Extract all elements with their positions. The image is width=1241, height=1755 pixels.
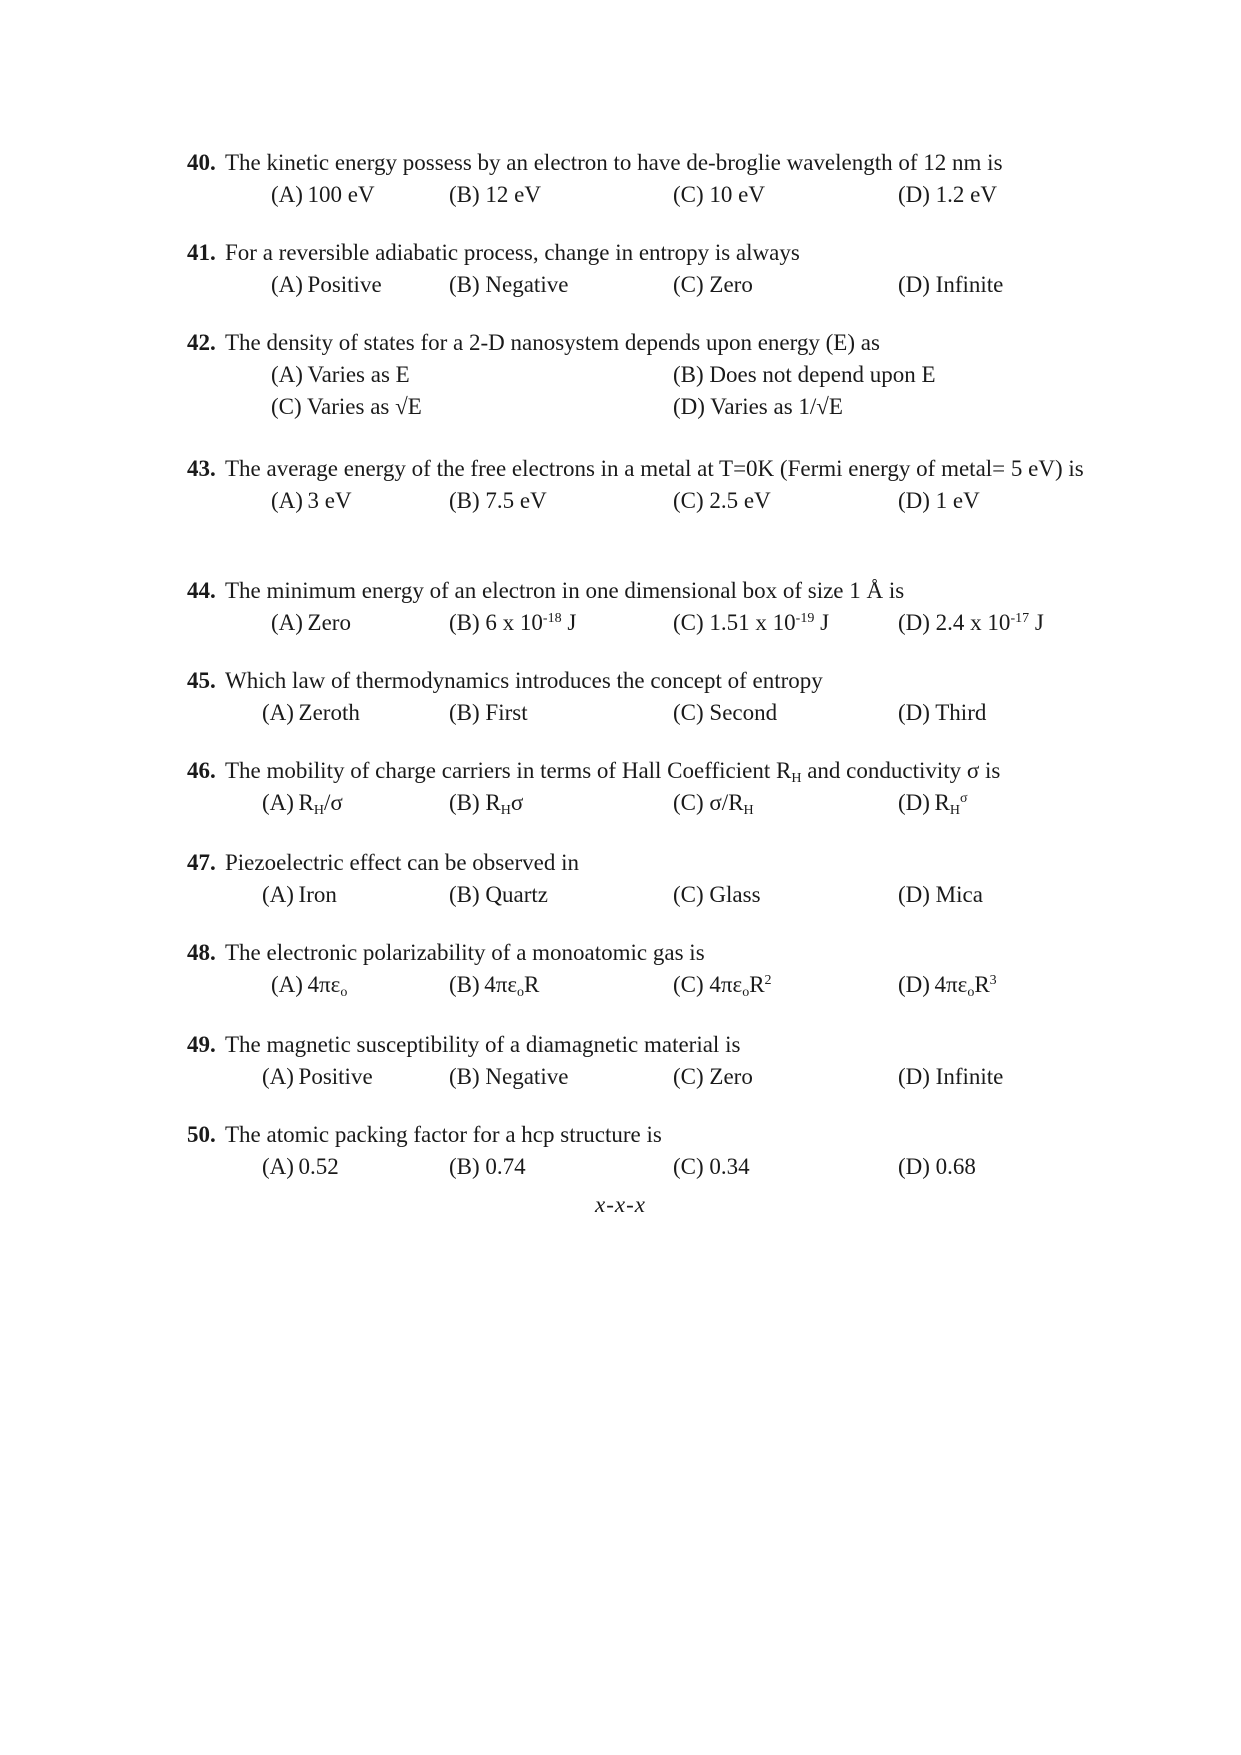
option-d: (D) Mica — [898, 882, 983, 907]
option-b: (B) First — [449, 700, 528, 725]
option-a: (A) Iron — [262, 882, 337, 907]
option-c: (C) Glass — [673, 882, 761, 907]
option-b: (B) 0.74 — [449, 1154, 526, 1179]
option-d: (D) 1 eV — [898, 488, 980, 513]
question-text: Piezoelectric effect can be observed in — [225, 850, 579, 875]
option-b: (B) $4\pi\varepsilon_oR$ — [449, 972, 540, 1000]
question-48 — [187, 937, 1092, 1001]
question-46 — [187, 755, 1092, 819]
question-text: The minimum energy of an electron in one dimensional box of size 1 Å is — [225, 578, 905, 603]
option-d: (D) $4\pi\varepsilon_oR^3$ — [898, 972, 997, 1000]
option-b: (B) $R_H\sigma$ — [449, 790, 524, 818]
option-a: (A) $4\pi\varepsilon_o$ — [271, 972, 348, 1000]
option-a: (A) 0.52 — [262, 1154, 339, 1179]
option-b: (B) 6 x $10^{-18}$ J — [449, 610, 577, 635]
option-a: (A) $R_H/\sigma$ — [262, 790, 343, 818]
option-b: (B) Does not depend upon E — [673, 362, 936, 387]
question-number: 50. — [187, 1122, 216, 1147]
question-43 — [187, 453, 1092, 517]
option-c: (C) $\sigma/R_H$ — [673, 790, 754, 818]
question-40 — [187, 147, 1092, 211]
question-number: 48. — [187, 940, 216, 965]
question-text: The density of states for a 2-D nanosystem depends upon energy (E) as — [225, 330, 880, 355]
option-a: (A) Positive — [262, 1064, 373, 1089]
question-number: 44. — [187, 578, 216, 603]
question-41 — [187, 237, 1092, 301]
option-a: (A) Varies as E — [271, 362, 410, 387]
option-c: (C) 2.5 eV — [673, 488, 771, 513]
option-d: (D) Third — [898, 700, 987, 725]
question-number: 43. — [187, 456, 216, 481]
question-number: 41. — [187, 240, 216, 265]
question-number: 42. — [187, 330, 216, 355]
option-d: (D) Varies as 1/√E — [673, 394, 843, 419]
question-text: The mobility of charge carriers in terms of Hall Coefficient $R_H$ and conductivity σ is — [225, 758, 1001, 786]
question-text: The magnetic susceptibility of a diamagnetic material is — [225, 1032, 741, 1057]
option-c: (C) Zero — [673, 1064, 753, 1089]
option-a: (A) 100 eV — [271, 182, 375, 207]
option-d: (D) 0.68 — [898, 1154, 976, 1179]
option-c: (C) 0.34 — [673, 1154, 750, 1179]
question-47 — [187, 847, 1092, 911]
option-c: (C) 1.51 x $10^{-19}$ J — [673, 610, 830, 635]
option-b: (B) 7.5 eV — [449, 488, 547, 513]
option-b: (B) 12 eV — [449, 182, 541, 207]
question-number: 47. — [187, 850, 216, 875]
option-b: (B) Negative — [449, 272, 569, 297]
option-b: (B) Negative — [449, 1064, 569, 1089]
question-text: Which law of thermodynamics introduces the concept of entropy — [225, 668, 823, 693]
option-c: (C) Varies as √E — [271, 394, 422, 419]
option-c: (C) $4\pi\varepsilon_oR^2$ — [673, 972, 772, 1000]
question-42 — [187, 327, 1092, 423]
option-d: (D) $R_H^\sigma$ — [898, 790, 968, 818]
end-marker: x-x-x — [595, 1192, 646, 1217]
question-number: 45. — [187, 668, 216, 693]
question-44 — [187, 575, 1092, 639]
question-text: The average energy of the free electrons in a metal at T=0K (Fermi energy of metal= 5 eV) is — [225, 456, 1084, 481]
option-a: (A) Zero — [271, 610, 351, 635]
question-45 — [187, 665, 1092, 729]
question-text: For a reversible adiabatic process, change in entropy is always — [225, 240, 800, 265]
question-number: 46. — [187, 758, 216, 783]
option-c: (C) 10 eV — [673, 182, 765, 207]
option-b: (B) Quartz — [449, 882, 548, 907]
option-d: (D) Infinite — [898, 272, 1004, 297]
option-c: (C) Zero — [673, 272, 753, 297]
question-text: The electronic polarizability of a monoatomic gas is — [225, 940, 705, 965]
option-d: (D) 2.4 x $10^{-17}$ J — [898, 610, 1044, 635]
option-a: (A) 3 eV — [271, 488, 352, 513]
question-50 — [187, 1119, 1092, 1183]
question-49 — [187, 1029, 1092, 1093]
question-number: 49. — [187, 1032, 216, 1057]
option-c: (C) Second — [673, 700, 778, 725]
option-d: (D) 1.2 eV — [898, 182, 997, 207]
question-text: The atomic packing factor for a hcp structure is — [225, 1122, 662, 1147]
option-d: (D) Infinite — [898, 1064, 1004, 1089]
option-a: (A) Zeroth — [262, 700, 360, 725]
option-a: (A) Positive — [271, 272, 382, 297]
question-number: 40. — [187, 150, 216, 175]
question-text: The kinetic energy possess by an electron to have de-broglie wavelength of 12 nm is — [225, 150, 1003, 175]
